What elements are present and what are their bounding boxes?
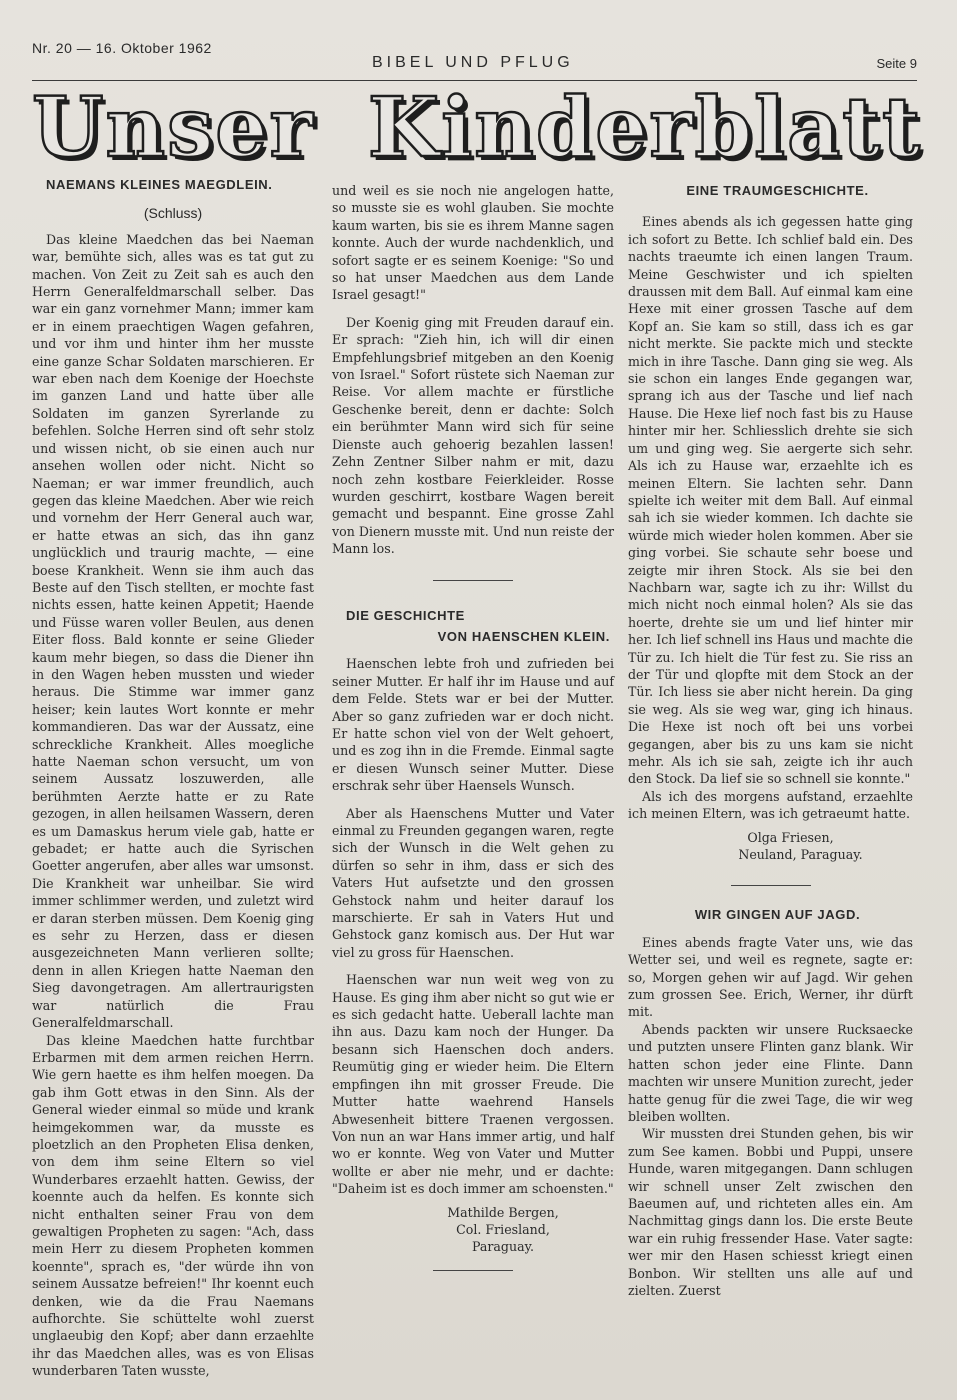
article-paragraph: Das kleine Maedchen hatte furchtbar Erbarmen mit dem armen reichen Herrn. Wie gern haette es ihm helfen moegen. Da gab ihm Gott etwas in den Sinn. Als der General wieder einmal so müde und krank heimgekommen war, da musste es ploetzlich an den Propheten Elisa denken, von dem ihm seine Eltern so viel Wunderbares erzaehlt hatten. Gewiss, der koennte auch da helfen. Es konnte sich nicht enthalten seiner Frau von dem gewaltigen Propheten zu sagen: "Ach, dass mein Herr zu diesem Propheten kommen koennte", sprach es, "der würde ihn von seinem Aussatze befreien!" Ihr koennt euch denken, wie da die Frau Naemans aufhorchte. Sie schüttelte wohl zuerst unglaeubig den Kopf; aber dann erzaehlte ihr das Maedchen alles, was es von Elisas wunderbaren Taten wusste, xyxy=(32,1032,314,1379)
masthead xyxy=(32,34,917,80)
author-place: Col. Friesland, xyxy=(456,1221,550,1237)
article-heading: WIR GINGEN AUF JAGD. xyxy=(694,907,861,923)
article-paragraph: Haenschen lebte froh und zufrieden bei seiner Mutter. Er half ihr im Hause und auf dem Felde. Stets war er bei der Mutter. Aber so ganz zufrieden war er doch nicht. Er hatte schon viel von der Welt gehoert, und es zog ihn in die Fremde. Einmal sagte er diesen Wunsch seiner Mutter. Diese erschrak sehr über Haensels Wunsch. xyxy=(332,656,614,794)
section-divider xyxy=(433,580,513,581)
author-country: Paraguay. xyxy=(471,1239,535,1255)
page-title xyxy=(32,80,922,176)
author-name: Mathilde Bergen, xyxy=(447,1204,559,1220)
article-paragraph: Der Koenig ging mit Freuden darauf ein. Er sprach: "Zieh hin, ich will dir einen Empfehlungsbrief mitgeben an den Koenig von Israel." Sofort rüstete sich Naeman zur Reise. Vor allem machte er fürstliche Geschenke bereit, denn er dachte: Solch ein berühmter Mann wird sich für seine Dienste auch gehoerig bezahlen lassen! Zehn Zentner Silber nahm er mit, dazu noch zehn kostbare Feierkleider. Rosse wurden geschirrt, kostbare Wagen bereit gemacht und bespannt. Eine grosse Zahl von Dienern musste mit. Und nun reiste der Mann los. xyxy=(332,314,614,557)
article-paragraph: Haenschen war nun weit weg von zu Hause. Es ging ihm aber nicht so gut wie er es sich gedacht hatte. Ueberall lachte man ihn aus. Dazu kam noch der Hunger. Da besann sich Haenschen doch anders. Reumütig ging er wieder heim. Die Eltern empfingen ihn mit grosser Freude. Die Mutter hatte waehrend Hansels Abwesenheit bittere Traenen vergossen. Von nun an war Hans immer artig, und half wo er konnte. Weg von Vater und Mutter wollte er aber nie mehr, und er dachte: "Daheim ist es doch immer am schoensten." xyxy=(332,972,614,1197)
article-paragraph: Das kleine Maedchen das bei Naeman war, bemühte sich, alles was es tat gut zu machen. Von Zeit zu Zeit sah es auch den Herrn Generalfeldmarschall selber. Das war ein ganz vornehmer Mann; immer kam er in einem praechtigen Wagen gefahren, und vor ihm und hinter ihm her musste eine ganze Schar Soldaten marschieren. Er war eben nach dem Koenige der Hoechste im ganzen Land und hatte über alle Soldaten im ganzen Syrerlande zu befehlen. Solche Herren sind oft sehr stolz und wissen nicht, ob sie einen auch nur ansehen wollen oder nicht. Nicht so Naeman; er war immer freundlich, auch gegen das kleine Maedchen. Aber wie reich und vornehm der Herr General auch war, er hatte etwas an sich, das ihn ganz unglücklich und traurig machte, — eine boese Krankheit. Wenn sie ihm auch das Beste auf den Tisch stellten, er mochte fast nichts essen, hatte keinen Appetit; Haende und Füsse waren voller Beulen, aus denen Eiter floss. Bald konnte er seine Glieder kaum mehr biegen, so dass die Diener ihn in den Wagen heben mussten und wieder heraus. Die Stimme war immer ganz heiser; kein lautes Wort konnte er mehr kommandieren. Das war der Aussatz, eine schreckliche Krankheit. Alles moegliche hatte Naeman schon versucht, um von seinem Aussatz loszuwerden, alle berühmten Aerzte hatte er zu Rate gezogen, in allen heilsamen Wassern, deren es um Damaskus herum viele gab, hatte er gebadet; er hatte auch die Syrischen Goetter angerufen, aber alles war umsonst. Die Krankheit war unheilbar. Sie wird immer schlimmer werden, und zuletzt wird er daran sterben müssen. Dem Koenig ging es sehr zu Herzen, dass er diesen ausgezeichneten Mann verlieren sollte; denn in allen Kriegen hatte Naeman den Sieg davongetragen. Am allertraurigsten war natürlich die Frau Generalfeldmarschall. xyxy=(32,231,314,1031)
section-divider xyxy=(433,1270,513,1271)
article-heading: NAEMANS KLEINES MAEGDLEIN. xyxy=(46,177,273,192)
article-heading: DIE GESCHICHTE xyxy=(346,607,465,623)
article-paragraph: Aber als Haenschens Mutter und Vater einmal zu Freunden gegangen waren, regte sich der Wunsch in die Welt gehen zu dürfen so sehr in ihm, dass er sich des Vaters Hut aufsetzte und den grossen Gehstock nahm und heiter darauf los marschierte. Er sah in Vaters Hut und Gehstock ganz komisch aus. Der Hut war viel zu gross für Haenschen. xyxy=(332,805,614,960)
article-heading: EINE TRAUMGESCHICHTE. xyxy=(686,183,869,198)
article-paragraph: Eines abends fragte Vater uns, wie das Wetter sei, und weil es regnete, sagte er: so, Morgen gehen wir auf Jagd. Wir gehen zum grossen See. Erich, Werner, ihr dürft mit. xyxy=(628,934,913,1020)
author-name: Olga Friesen, xyxy=(747,829,834,845)
page-title-text: Unser Kinderblatt xyxy=(32,80,922,176)
page-number: Seite 9 xyxy=(876,56,917,71)
column-2 xyxy=(332,182,614,1285)
column-3 xyxy=(628,182,913,1299)
issue-date: Nr. 20 — 16. Oktober 1962 xyxy=(32,40,212,56)
section-divider xyxy=(731,885,811,886)
article-paragraph: Als ich des morgens aufstand, erzaehlte ich meinen Eltern, was ich getraeumt hatte. xyxy=(628,788,913,822)
paper-name: BIBEL UND PFLUG xyxy=(372,54,574,71)
article-paragraph: Eines abends als ich gegessen hatte ging ich sofort zu Bette. Ich schlief bald ein. Des nachts traeumte ich einen langen Traum. Meine Geschwister und ich spielten draussen mit dem Ball. Auf einmal kam eine Hexe mit einer grossen Tasche auf dem Kopf an. Sie kam so still, dass ich es gar nicht merkte. Sie packte mich und steckte mich in ihre Tasche. Dann ging sie weg. Als sie schon ein langes Ende gegangen war, sprang ich aus der Tasche und lief nach Hause. Die Hexe lief noch fast bis zu Hause hinter mir her. Schliesslich drehte sie sich um und ging weg. Sie aergerte sich sehr. Als ich zu Hause war, erzaehlte ich es meinen Eltern. Sie lachten sehr. Dann spielte ich weiter mit dem Ball. Auf einmal sah ich sie wieder kommen. Ich dachte sie würde mich wieder holen kommen. Aber sie ging vorbei. Sie schaute sehr boese und zeigte mir ihren Stock. Als sie bei den Nachbarn war, sagte ich zu ihr: Willst du mich nicht noch einmal holen? Als sie das hoerte, drehte sie um und lief hinter mir her. Ich lief schnell ins Haus und machte die Tür zu. Ich hielt die Tür fest zu. Sie riss an der Tür und qlopfte mit dem Stock an der Tür. Ich liess sie aber nicht herein. Da ging sie weg. Als sie weg war, ging ich hinaus. Die Hexe ist noch oft bei uns vorbei gegangen, aber bis zu uns kam sie nicht mehr. Als ich sie sah, zeigte ich ihr auch den Stock. Da lief sie so schnell sie konnte." xyxy=(628,214,913,787)
article-subtitle: (Schluss) xyxy=(143,205,203,222)
article-heading: VON HAENSCHEN KLEIN. xyxy=(437,628,610,644)
article-paragraph: und weil es sie noch nie angelogen hatte, so musste sie es wohl glauben. Sie mochte kaum warten, bis sie es ihrem Manne sagen konnte. Auch der wurde nachdenklich, und sofort sagte er es seinem Koenige: "So und so hat unser Maedchen aus dem Lande Israel gesagt!" xyxy=(332,183,614,303)
article-paragraph: Abends packten wir unsere Rucksaecke und putzten unsere Flinten ganz blank. Wir hatten schon jeder eine Flinte. Dann machten wir unsere Munition zurecht, jeder hatte genug für die zwei Tage, die wir weg bleiben wollten. xyxy=(628,1021,913,1124)
article-paragraph: Wir mussten drei Stunden gehen, bis wir zum See kamen. Bobbi und Puppi, unsere Hunde, waren mitgegangen. Dann schlugen wir schnell unser Zelt zwischen den Baeumen auf, und richteten alles ein. Am Nachmittag gings dann los. Die erste Beute war ein ruhig fressender Hase. Vater sagte: wer mir den Hasen schiesst kriegt einen Bonbon. Wir stellten uns alle auf und zielten. Zuerst xyxy=(628,1126,913,1298)
column-1 xyxy=(32,174,314,1380)
author-place: Neuland, Paraguay. xyxy=(738,847,863,863)
